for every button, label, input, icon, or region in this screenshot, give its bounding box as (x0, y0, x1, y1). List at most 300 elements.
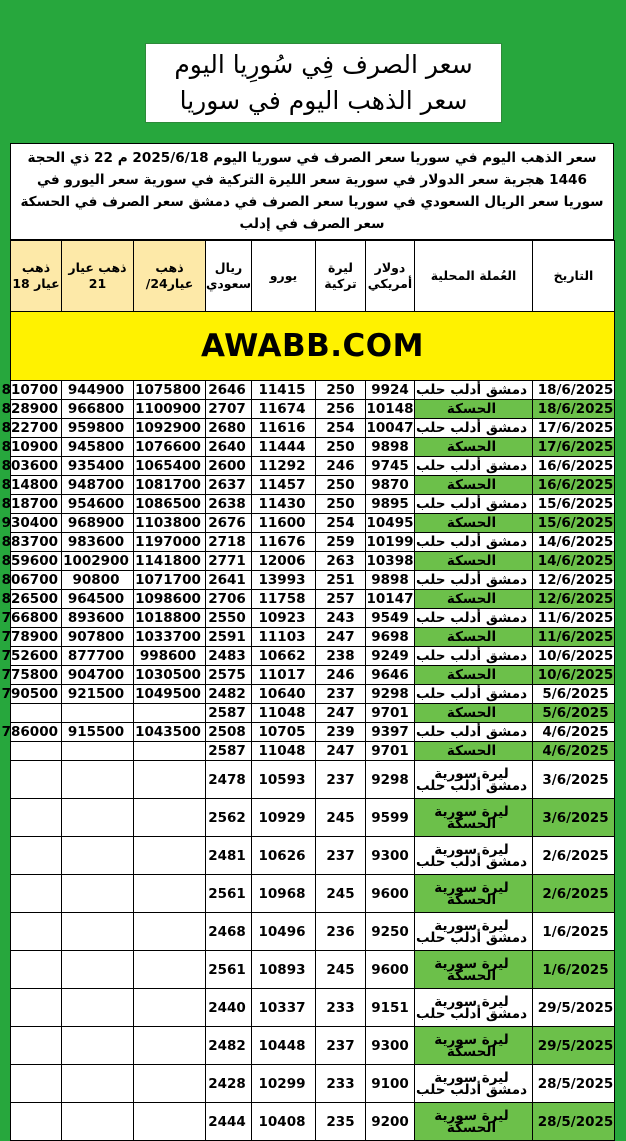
cell-gold18 (11, 761, 62, 799)
cell-gold18: 883700 (11, 533, 62, 552)
cell-eur: 11758 (252, 590, 316, 609)
cell-gold21: 1002900 (62, 552, 134, 571)
cell-try: 245 (316, 951, 366, 989)
table-row (11, 381, 615, 400)
cell-usd: 9600 (366, 875, 415, 913)
cell-usd: 9646 (366, 666, 415, 685)
cell-try: 246 (316, 457, 366, 476)
cell-currency: دمشق أدلب حلب (415, 457, 533, 476)
cell-date: 28/5/2025 (533, 1065, 615, 1103)
cell-gold21 (62, 704, 134, 723)
cell-gold21: 893600 (62, 609, 134, 628)
cell-sar: 2587 (206, 742, 252, 761)
table-row (11, 533, 615, 552)
cell-try: 254 (316, 514, 366, 533)
cell-sar: 2676 (206, 514, 252, 533)
cell-gold21: 964500 (62, 590, 134, 609)
cell-eur: 11676 (252, 533, 316, 552)
cell-date: 3/6/2025 (533, 761, 615, 799)
cell-currency: الحسكة (415, 590, 533, 609)
table-row (11, 951, 615, 989)
cell-currency: دمشق أدلب حلب (415, 609, 533, 628)
cell-gold21 (62, 875, 134, 913)
cell-try: 235 (316, 1103, 366, 1141)
cell-currency: دمشق أدلب حلب (415, 533, 533, 552)
cell-eur: 10705 (252, 723, 316, 742)
cell-eur: 11017 (252, 666, 316, 685)
table-header-row (11, 241, 615, 312)
cell-usd: 9898 (366, 571, 415, 590)
cell-try: 250 (316, 495, 366, 514)
cell-gold24: 1065400 (134, 457, 206, 476)
cell-date: 1/6/2025 (533, 951, 615, 989)
cell-gold21: 915500 (62, 723, 134, 742)
cell-gold24: 1092900 (134, 419, 206, 438)
cell-usd: 9600 (366, 951, 415, 989)
cell-sar: 2428 (206, 1065, 252, 1103)
cell-sar: 2591 (206, 628, 252, 647)
header-try: ليرة تركية (316, 241, 366, 312)
cell-usd: 9298 (366, 685, 415, 704)
cell-date: 16/6/2025 (533, 476, 615, 495)
cell-sar: 2600 (206, 457, 252, 476)
cell-try: 237 (316, 1027, 366, 1065)
cell-gold18: 859600 (11, 552, 62, 571)
cell-sar: 2707 (206, 400, 252, 419)
cell-usd: 10398 (366, 553, 414, 569)
cell-gold18 (11, 1065, 62, 1103)
cell-eur: 11048 (252, 742, 316, 761)
cell-usd: 10148 (366, 401, 414, 417)
cell-currency: ليرة سورية دمشق أدلب حلب (415, 989, 533, 1027)
table-row (11, 552, 615, 571)
cell-gold21 (62, 1065, 134, 1103)
cell-gold21 (62, 1103, 134, 1141)
cell-sar: 2706 (206, 590, 252, 609)
cell-gold24: 1081700 (134, 476, 206, 495)
table-row (11, 628, 615, 647)
cell-sar: 2771 (206, 552, 252, 571)
table-row (11, 647, 615, 666)
cell-date: 12/6/2025 (533, 571, 615, 590)
cell-try: 250 (316, 476, 366, 495)
cell-gold18: 826500 (11, 590, 62, 609)
cell-eur: 11103 (252, 628, 316, 647)
cell-gold24 (134, 761, 206, 799)
brand-row (11, 312, 615, 381)
cell-eur: 12006 (252, 552, 316, 571)
cell-currency: دمشق أدلب حلب (415, 723, 533, 742)
cell-gold18: 766800 (11, 609, 62, 628)
cell-gold24 (134, 799, 206, 837)
cell-usd: 9924 (366, 381, 415, 400)
cell-gold24 (134, 1027, 206, 1065)
cell-date: 15/6/2025 (533, 495, 615, 514)
cell-gold24: 1103800 (134, 514, 206, 533)
header-currency: العُملة المحلية (415, 241, 533, 312)
cell-gold18: 828900 (11, 400, 62, 419)
cell-sar: 2508 (206, 723, 252, 742)
cell-try: 250 (316, 381, 366, 400)
cell-date: 5/6/2025 (533, 704, 615, 723)
cell-currency: ليرة سورية الحسكة (415, 875, 533, 913)
cell-gold24: 1018800 (134, 609, 206, 628)
cell-currency: دمشق أدلب حلب (415, 647, 533, 666)
cell-currency: الحسكة (415, 666, 533, 685)
cell-date: 12/6/2025 (533, 590, 615, 609)
banner-title-gold: سعر الذهب اليوم في سوريا (179, 86, 468, 115)
cell-eur: 10337 (252, 989, 316, 1027)
cell-eur: 10893 (252, 951, 316, 989)
cell-try: 247 (316, 704, 366, 723)
cell-usd: 9698 (366, 628, 415, 647)
cell-currency: دمشق أدلب حلب (415, 381, 533, 400)
cell-gold24: 1076600 (134, 438, 206, 457)
table-row (11, 438, 615, 457)
cell-gold24: 1043500 (134, 723, 206, 742)
cell-eur: 11674 (252, 400, 316, 419)
cell-sar: 2444 (206, 1103, 252, 1141)
cell-gold21: 904700 (62, 666, 134, 685)
cell-usd: 9701 (366, 704, 415, 723)
banner-title-exchange: سعر الصرف فِي سُورِيا اليوم (174, 50, 473, 79)
cell-gold18: 790500 (11, 685, 62, 704)
cell-gold24 (134, 742, 206, 761)
cell-sar: 2550 (206, 609, 252, 628)
cell-gold18 (11, 875, 62, 913)
cell-try: 247 (316, 742, 366, 761)
table-row (11, 609, 615, 628)
cell-try: 238 (316, 647, 366, 666)
cell-date: 28/5/2025 (533, 1103, 615, 1141)
cell-sar: 2637 (206, 476, 252, 495)
cell-gold21: 935400 (62, 457, 134, 476)
cell-date: 4/6/2025 (533, 742, 615, 761)
cell-eur: 11292 (252, 457, 316, 476)
cell-usd: 10199 (366, 534, 414, 550)
cell-currency: الحسكة (415, 476, 533, 495)
cell-gold18: 818700 (11, 495, 62, 514)
cell-usd: 9200 (366, 1103, 415, 1141)
cell-try: 246 (316, 666, 366, 685)
cell-eur: 10593 (252, 761, 316, 799)
cell-gold18: 814800 (11, 476, 62, 495)
cell-date: 16/6/2025 (533, 457, 615, 476)
cell-gold21: 983600 (62, 533, 134, 552)
cell-try: 237 (316, 761, 366, 799)
cell-eur: 11444 (252, 438, 316, 457)
cell-sar: 2483 (206, 647, 252, 666)
cell-sar: 2468 (206, 913, 252, 951)
cell-sar: 2561 (206, 951, 252, 989)
cell-gold18 (11, 1103, 62, 1141)
cell-gold24: 998600 (134, 647, 206, 666)
cell-gold18 (11, 1027, 62, 1065)
cell-usd: 9100 (366, 1065, 415, 1103)
cell-currency: دمشق أدلب حلب (415, 495, 533, 514)
cell-usd: 9298 (366, 761, 415, 799)
cell-gold24 (134, 913, 206, 951)
cell-usd: 9599 (366, 799, 415, 837)
cell-usd: 9870 (366, 476, 415, 495)
header-usd: دولار أمريكي (366, 241, 415, 312)
cell-gold18 (11, 742, 62, 761)
cell-try: 254 (316, 419, 366, 438)
cell-gold21 (62, 742, 134, 761)
cell-try: 263 (316, 552, 366, 571)
title-banner (145, 43, 502, 123)
cell-eur: 10640 (252, 685, 316, 704)
cell-gold24: 1075800 (134, 381, 206, 400)
cell-date: 17/6/2025 (533, 438, 615, 457)
cell-gold21 (62, 761, 134, 799)
cell-try: 237 (316, 685, 366, 704)
cell-gold18: 810900 (11, 438, 62, 457)
cell-sar: 2440 (206, 989, 252, 1027)
cell-date: 4/6/2025 (533, 723, 615, 742)
cell-try: 233 (316, 1065, 366, 1103)
cell-usd: 9895 (366, 495, 415, 514)
cell-gold18: 806700 (11, 571, 62, 590)
cell-usd: 9898 (366, 438, 415, 457)
cell-try: 239 (316, 723, 366, 742)
cell-gold18: 822700 (11, 419, 62, 438)
cell-currency: الحسكة (415, 742, 533, 761)
cell-gold24 (134, 989, 206, 1027)
table-row (11, 1065, 615, 1103)
cell-date: 29/5/2025 (533, 1027, 615, 1065)
cell-gold24 (134, 704, 206, 723)
cell-currency: دمشق أدلب حلب (415, 419, 533, 438)
cell-date: 18/6/2025 (533, 400, 615, 419)
cell-date: 2/6/2025 (533, 837, 615, 875)
cell-gold21: 877700 (62, 647, 134, 666)
cell-gold18 (11, 989, 62, 1027)
table-row (11, 400, 615, 419)
table-row (11, 742, 615, 761)
cell-gold21 (62, 837, 134, 875)
table-row (11, 704, 615, 723)
cell-gold21 (62, 1027, 134, 1065)
table-row (11, 685, 615, 704)
cell-currency: ليرة سورية دمشق أدلب حلب (415, 837, 533, 875)
cell-gold24: 1049500 (134, 685, 206, 704)
cell-try: 257 (316, 590, 366, 609)
cell-sar: 2482 (206, 685, 252, 704)
cell-usd: 9249 (366, 647, 415, 666)
cell-sar: 2562 (206, 799, 252, 837)
cell-eur: 11600 (252, 514, 316, 533)
table-row (11, 419, 615, 438)
cell-gold18: 752600 (11, 647, 62, 666)
table-row (11, 495, 615, 514)
header-sar: ريال سعودي (206, 241, 252, 312)
cell-eur: 11415 (252, 381, 316, 400)
cell-gold21: 968900 (62, 514, 134, 533)
cell-try: 251 (316, 571, 366, 590)
table-row (11, 1103, 615, 1141)
table-row (11, 761, 615, 799)
cell-gold21: 921500 (62, 685, 134, 704)
cell-usd: 9300 (366, 1027, 415, 1065)
cell-sar: 2680 (206, 419, 252, 438)
cell-usd: 10495 (366, 515, 414, 531)
cell-gold21: 944900 (62, 381, 134, 400)
cell-gold21: 954600 (62, 495, 134, 514)
cell-currency: ليرة سورية دمشق أدلب حلب (415, 761, 533, 799)
cell-currency: دمشق أدلب حلب (415, 571, 533, 590)
cell-gold18 (11, 951, 62, 989)
cell-currency: الحسكة (415, 438, 533, 457)
cell-sar: 2638 (206, 495, 252, 514)
table-row (11, 476, 615, 495)
cell-currency: دمشق أدلب حلب (415, 685, 533, 704)
cell-currency: الحسكة (415, 514, 533, 533)
cell-try: 245 (316, 799, 366, 837)
cell-sar: 2575 (206, 666, 252, 685)
table-row (11, 989, 615, 1027)
cell-try: 250 (316, 438, 366, 457)
table-row (11, 514, 615, 533)
cell-eur: 10662 (252, 647, 316, 666)
cell-gold18 (11, 799, 62, 837)
cell-gold24: 1071700 (134, 571, 206, 590)
cell-date: 11/6/2025 (533, 609, 615, 628)
cell-gold21 (62, 951, 134, 989)
cell-gold21 (62, 989, 134, 1027)
cell-currency: ليرة سورية الحسكة (415, 1103, 533, 1141)
cell-eur: 10626 (252, 837, 316, 875)
cell-gold18 (11, 913, 62, 951)
table-row (11, 571, 615, 590)
cell-sar: 2478 (206, 761, 252, 799)
cell-gold18: 786000 (11, 723, 62, 742)
cell-usd: 9701 (366, 742, 415, 761)
cell-gold24: 1098600 (134, 590, 206, 609)
cell-usd: 9397 (366, 723, 415, 742)
cell-gold18: 803600 (11, 457, 62, 476)
cell-date: 5/6/2025 (533, 685, 615, 704)
cell-try: 256 (316, 400, 366, 419)
cell-eur: 10496 (252, 913, 316, 951)
cell-gold18 (11, 837, 62, 875)
cell-gold21: 907800 (62, 628, 134, 647)
cell-date: 14/6/2025 (533, 533, 615, 552)
cell-try: 245 (316, 875, 366, 913)
cell-date: 3/6/2025 (533, 799, 615, 837)
cell-sar: 2587 (206, 704, 252, 723)
cell-try: 259 (316, 533, 366, 552)
cell-usd: 9300 (366, 837, 415, 875)
cell-eur: 10448 (252, 1027, 316, 1065)
table-row (11, 666, 615, 685)
cell-sar: 2641 (206, 571, 252, 590)
cell-gold21: 90800 (62, 571, 134, 590)
cell-date: 2/6/2025 (533, 875, 615, 913)
cell-sar: 2561 (206, 875, 252, 913)
cell-gold24: 1086500 (134, 495, 206, 514)
cell-date: 29/5/2025 (533, 989, 615, 1027)
cell-currency: ليرة سورية دمشق أدلب حلب (415, 913, 533, 951)
cell-gold18: 810700 (11, 381, 62, 400)
cell-gold24 (134, 875, 206, 913)
cell-usd: 10147 (366, 591, 414, 607)
cell-gold21: 945800 (62, 438, 134, 457)
cell-currency: ليرة سورية الحسكة (415, 951, 533, 989)
cell-eur: 11430 (252, 495, 316, 514)
cell-date: 10/6/2025 (533, 647, 615, 666)
cell-sar: 2640 (206, 438, 252, 457)
cell-currency: الحسكة (415, 704, 533, 723)
cell-sar: 2646 (206, 381, 252, 400)
cell-currency: ليرة سورية الحسكة (415, 799, 533, 837)
cell-eur: 10968 (252, 875, 316, 913)
table-row (11, 723, 615, 742)
description-box: سعر الذهب اليوم في سوريا سعر الصرف في سوريا اليوم 2025/6/18 م 22 ذي الحجة 1446 هجرية سعر الدولار في سورية سعر الليرة التركية في سورية سعر اليورو في سوريا سعر الريال السعودي في سوريا سعر الصرف في دمشق سعر الصرف في الحسكة سعر الصرف في إدلب (10, 143, 614, 240)
header-gold21: ذهب عيار 21 (62, 241, 134, 312)
cell-currency: الحسكة (415, 400, 533, 419)
cell-usd: 9250 (366, 913, 415, 951)
cell-gold24: 1030500 (134, 666, 206, 685)
cell-gold18: 930400 (11, 514, 62, 533)
cell-eur: 11048 (252, 704, 316, 723)
cell-gold24: 1033700 (134, 628, 206, 647)
cell-gold21: 959800 (62, 419, 134, 438)
cell-try: 237 (316, 837, 366, 875)
cell-gold18: 775800 (11, 666, 62, 685)
cell-sar: 2482 (206, 1027, 252, 1065)
rates-table (1, 240, 615, 1141)
cell-eur: 11616 (252, 419, 316, 438)
cell-gold21: 966800 (62, 400, 134, 419)
cell-try: 247 (316, 628, 366, 647)
cell-usd: 9549 (366, 609, 415, 628)
cell-usd: 9151 (366, 989, 415, 1027)
cell-gold24 (134, 951, 206, 989)
cell-gold24: 1141800 (134, 552, 206, 571)
table-row (11, 837, 615, 875)
cell-gold24 (134, 1103, 206, 1141)
cell-date: 14/6/2025 (533, 552, 615, 571)
cell-gold24 (134, 1065, 206, 1103)
cell-currency: ليرة سورية الحسكة (415, 1027, 533, 1065)
brand-watermark: AWABB.COM (11, 312, 615, 381)
cell-date: 18/6/2025 (533, 381, 615, 400)
cell-sar: 2481 (206, 837, 252, 875)
cell-gold21 (62, 913, 134, 951)
cell-currency: الحسكة (415, 552, 533, 571)
cell-date: 1/6/2025 (533, 913, 615, 951)
cell-gold21: 948700 (62, 476, 134, 495)
table-row (11, 590, 615, 609)
cell-gold24 (134, 837, 206, 875)
cell-try: 236 (316, 913, 366, 951)
table-row (11, 457, 615, 476)
header-date: التاريخ (533, 241, 615, 312)
cell-eur: 10299 (252, 1065, 316, 1103)
cell-gold18: 778900 (11, 628, 62, 647)
cell-eur: 10929 (252, 799, 316, 837)
cell-date: 11/6/2025 (533, 628, 615, 647)
cell-gold24: 1100900 (134, 400, 206, 419)
header-gold24: ذهب عيار24/ (134, 241, 206, 312)
table-row (11, 799, 615, 837)
cell-date: 10/6/2025 (533, 666, 615, 685)
cell-eur: 10408 (252, 1103, 316, 1141)
cell-usd: 9745 (366, 457, 415, 476)
cell-currency: ليرة سورية دمشق أدلب حلب (415, 1065, 533, 1103)
cell-try: 243 (316, 609, 366, 628)
